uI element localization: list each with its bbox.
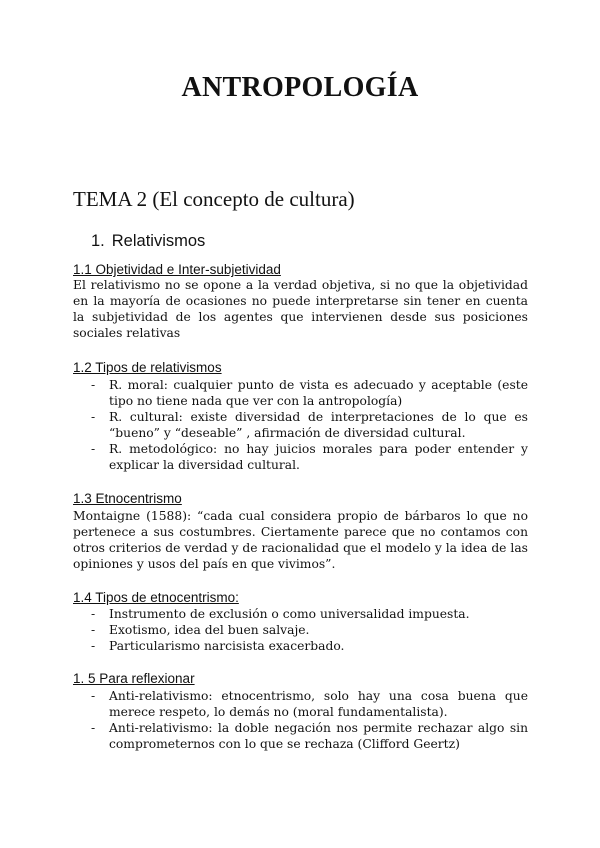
dash-bullet: -	[91, 607, 96, 621]
list-item-text: Exotismo, idea del buen salvaje.	[109, 623, 310, 637]
subsection-heading-1-3: 1.3 Etnocentrismo	[73, 491, 182, 506]
paragraph-etnocentrismo: Montaigne (1588): “cada cual considera propio de bárbaros lo que no pertenece a sus costumbres. Ciertamente parece que no contamos con otros criterios de verdad y de racionalidad que el modelo y la idea de las opiniones y usos del país en que vivimos”.	[73, 509, 528, 571]
list-item	[91, 638, 528, 654]
list-item	[91, 409, 528, 441]
list-tipos-etnocentrismo	[91, 606, 528, 654]
list-item	[91, 377, 528, 409]
list-item-text: R. moral: cualquier punto de vista es adecuado y aceptable (este tipo no tiene nada que ver con la antropología)	[109, 378, 528, 408]
dash-bullet: -	[91, 721, 96, 735]
list-item	[91, 606, 528, 622]
section-heading	[91, 232, 205, 251]
list-tipos-relativismos	[91, 377, 528, 473]
document-title: ANTROPOLOGÍA	[181, 72, 419, 103]
subsection-heading-1-5: 1. 5 Para reflexionar	[73, 671, 195, 686]
dash-bullet: -	[91, 623, 96, 637]
section-number: 1.	[91, 232, 105, 250]
list-item-text: Anti-relativismo: etnocentrismo, solo hay una cosa buena que merece respeto, lo demás no (moral fundamentalista).	[109, 689, 528, 719]
list-item-text: R. cultural: existe diversidad de interpretaciones de lo que es “bueno” y “deseable” , afirmación de diversidad cultural.	[109, 410, 528, 440]
subsection-heading-1-4: 1.4 Tipos de etnocentrismo:	[73, 590, 239, 605]
dash-bullet: -	[91, 410, 96, 424]
subsection-heading-1-1: 1.1 Objetividad e Inter-subjetividad	[73, 262, 281, 277]
dash-bullet: -	[91, 378, 96, 392]
list-item	[91, 720, 528, 752]
dash-bullet: -	[91, 442, 96, 456]
list-item-text: Anti-relativismo: la doble negación nos permite rechazar algo sin comprometernos con lo que se rechaza (Clifford Geertz)	[109, 721, 528, 751]
list-item	[91, 441, 528, 473]
list-item	[91, 688, 528, 720]
paragraph-objetividad: El relativismo no se opone a la verdad objetiva, si no que la objetividad en la mayoría de ocasiones no puede interpretarse sin tener en cuenta la subjetividad de los agentes que intervienen desde sus posiciones sociales relativas	[73, 278, 528, 340]
list-item-text: Particularismo narcisista exacerbado.	[109, 639, 345, 653]
dash-bullet: -	[91, 689, 96, 703]
subsection-heading-1-2: 1.2 Tipos de relativismos	[73, 360, 222, 375]
section-title: Relativismos	[111, 232, 206, 250]
dash-bullet: -	[91, 639, 96, 653]
list-item	[91, 622, 528, 638]
list-para-reflexionar	[91, 688, 528, 752]
list-item-text: R. metodológico: no hay juicios morales para poder entender y explicar la diversidad cultural.	[109, 442, 528, 472]
list-item-text: Instrumento de exclusión o como universalidad impuesta.	[109, 607, 470, 621]
topic-heading: TEMA 2 (El concepto de cultura)	[73, 187, 355, 211]
